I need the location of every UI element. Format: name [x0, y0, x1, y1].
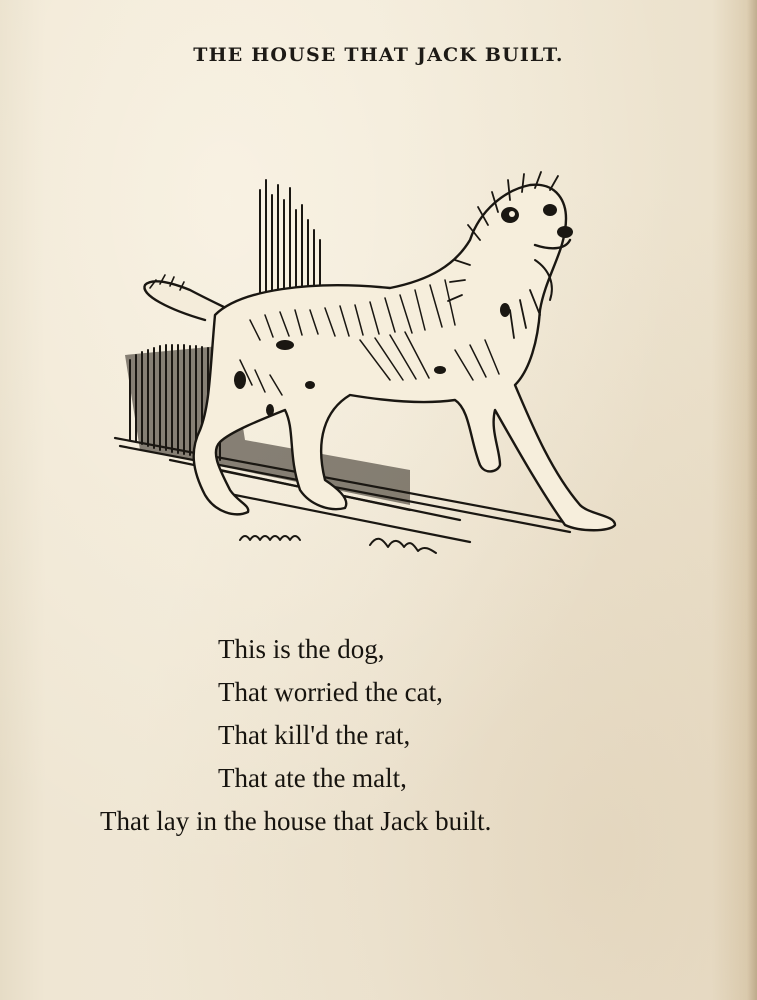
dog-engraving-icon — [110, 170, 630, 580]
verse-line: That lay in the house that Jack built. — [100, 806, 492, 836]
verse-line: That worried the cat, — [218, 677, 443, 707]
running-title: THE HOUSE THAT JACK BUILT. — [193, 44, 564, 66]
engraver-marks — [240, 536, 436, 553]
verse-line: That kill'd the rat, — [218, 720, 411, 750]
verse-line: That ate the malt, — [218, 763, 407, 793]
verse-line: This is the dog, — [218, 634, 385, 664]
